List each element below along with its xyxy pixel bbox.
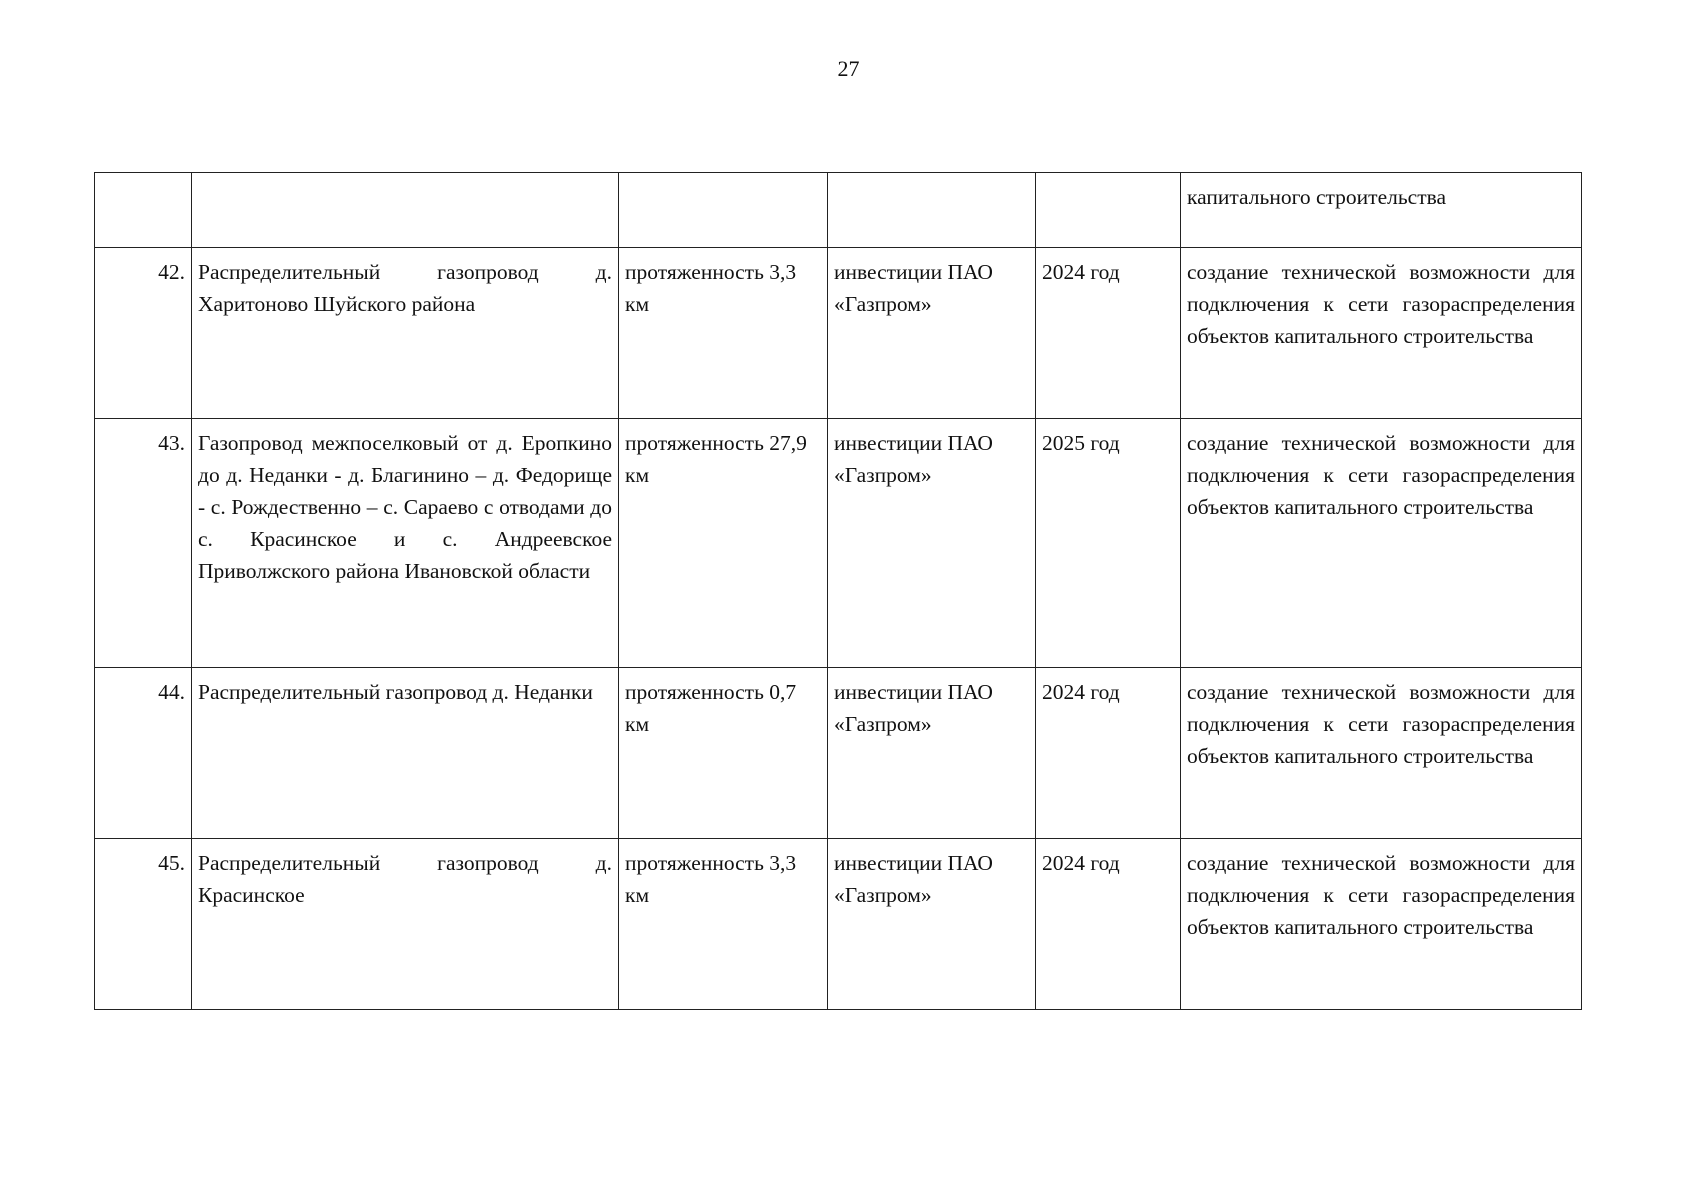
page-number: 27 [837,56,860,81]
cell-year: 2024 год [1036,668,1181,839]
cell-funding-source: инвестиции ПАО «Газпром» [828,419,1036,668]
table-row [95,419,1582,668]
cell-funding-source: инвестиции ПАО «Газпром» [828,839,1036,1010]
objects-table [94,172,1582,1010]
cell-object-name: Распределительный газопровод д. Красинское [192,839,619,1010]
cell-number: 44. [95,668,192,839]
cell-funding-source [828,173,1036,248]
cell-object-name: Распределительный газопровод д. Неданки [192,668,619,839]
cell-object-name [192,173,619,248]
table-row [95,668,1582,839]
cell-year [1036,173,1181,248]
cell-length: протяженность 27,9 км [619,419,828,668]
cell-length [619,173,828,248]
cell-year: 2024 год [1036,839,1181,1010]
cell-object-name: Газопровод межпоселковый от д. Еропкино до д. Неданки - д. Благинино – д. Федорище - с. Рождественно – с. Сараево с отводами до с. Красинское и с. Андреевское Приволжского района Ивановской области [192,419,619,668]
cell-purpose: создание технической возможности для подключения к сети газораспределения объектов капитального строительства [1181,668,1582,839]
cell-object-name: Распределительный газопровод д. Харитоново Шуйского района [192,248,619,419]
cell-length: протяженность 3,3 км [619,248,828,419]
cell-number: 42. [95,248,192,419]
cell-number: 43. [95,419,192,668]
cell-year: 2024 год [1036,248,1181,419]
table-row-continuation [95,173,1582,248]
cell-length: протяженность 3,3 км [619,839,828,1010]
cell-number: 45. [95,839,192,1010]
cell-purpose: создание технической возможности для подключения к сети газораспределения объектов капитального строительства [1181,839,1582,1010]
cell-funding-source: инвестиции ПАО «Газпром» [828,248,1036,419]
cell-year: 2025 год [1036,419,1181,668]
table-row [95,839,1582,1010]
cell-purpose: капитального строительства [1181,173,1582,248]
cell-number [95,173,192,248]
cell-purpose: создание технической возможности для подключения к сети газораспределения объектов капитального строительства [1181,419,1582,668]
table-row [95,248,1582,419]
cell-purpose: создание технической возможности для подключения к сети газораспределения объектов капитального строительства [1181,248,1582,419]
cell-length: протяженность 0,7 км [619,668,828,839]
cell-funding-source: инвестиции ПАО «Газпром» [828,668,1036,839]
